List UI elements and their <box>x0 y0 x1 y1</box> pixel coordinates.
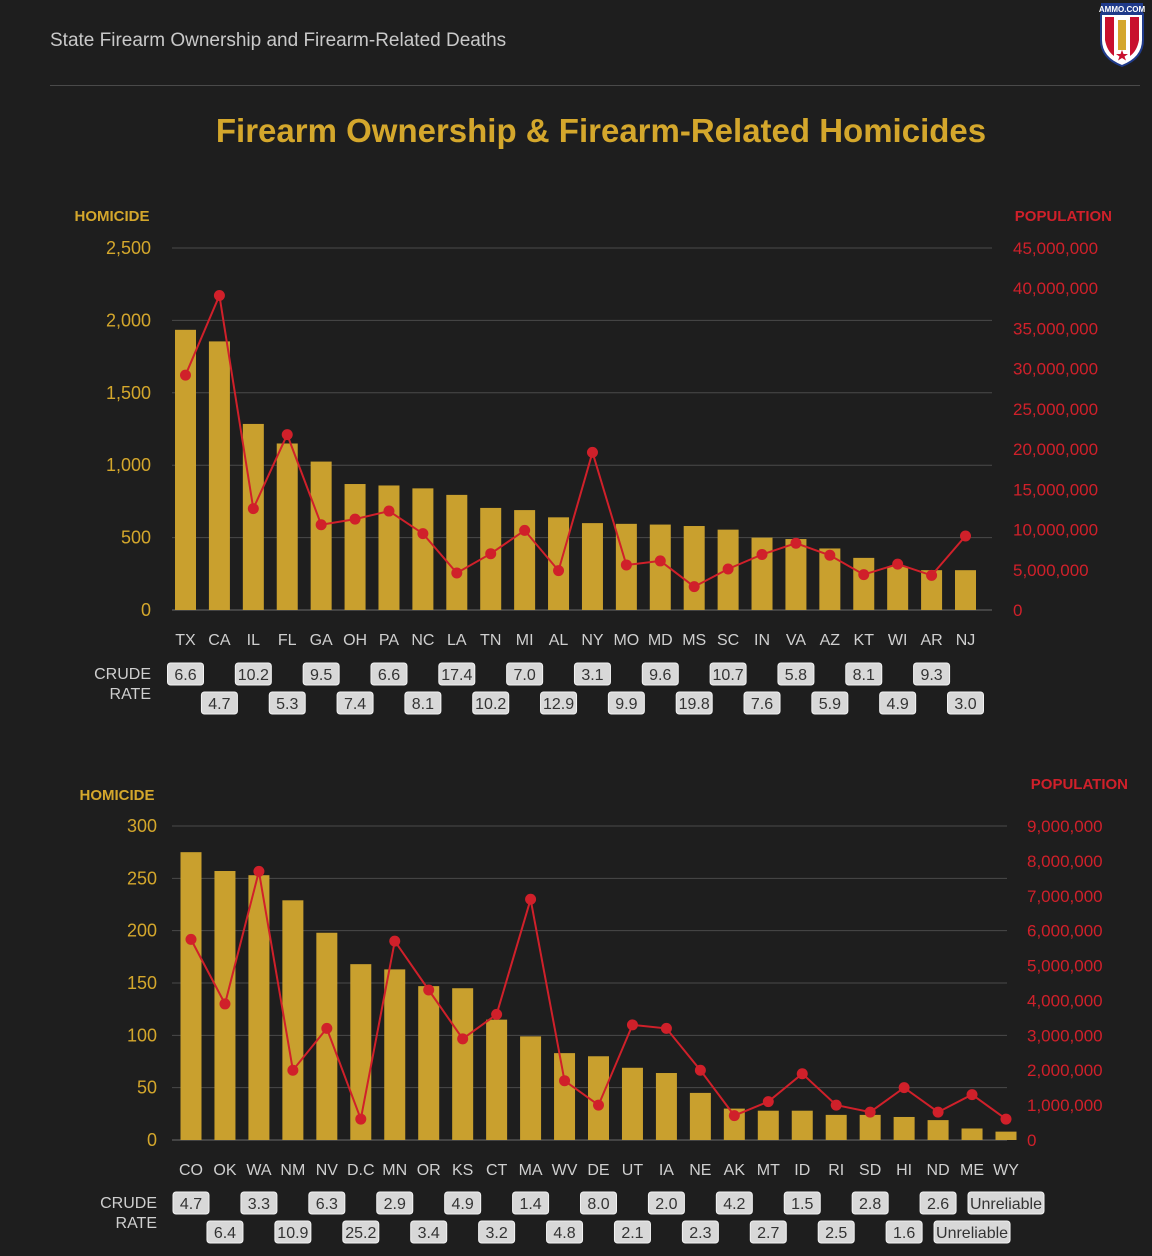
crude-rate-value: 8.1 <box>852 667 875 684</box>
bar-NM <box>282 900 303 1140</box>
category-label: MT <box>756 1162 780 1179</box>
bar-ID <box>792 1111 813 1140</box>
crude-rate-value: 8.0 <box>587 1196 610 1213</box>
category-label: FL <box>277 632 297 649</box>
crude-rate-label: CRUDE <box>94 666 151 683</box>
crude-rate-value: 5.3 <box>276 696 299 713</box>
category-label: MS <box>682 632 707 649</box>
category-label: MO <box>613 632 640 649</box>
category-label: MI <box>515 632 534 649</box>
crude-rate-value: 4.2 <box>723 1196 746 1213</box>
population-point-D.C <box>355 1114 366 1125</box>
crude-rate-value: 17.4 <box>441 667 473 684</box>
left-tick-label: 2,500 <box>105 238 151 258</box>
crude-rate-value: Unreliable <box>936 1225 1009 1242</box>
left-tick-label: 300 <box>126 816 157 836</box>
right-tick-label: 5,000,000 <box>1013 560 1089 580</box>
crude-rate-value: 1.6 <box>893 1225 916 1242</box>
bar-ND <box>928 1120 949 1140</box>
population-point-ME <box>967 1089 978 1100</box>
crude-rate-value: 12.9 <box>542 696 575 713</box>
category-label: D.C <box>347 1162 375 1179</box>
bar-MN <box>384 969 405 1140</box>
crude-rate-label: RATE <box>109 686 151 703</box>
crude-rate-value: 1.5 <box>791 1196 814 1213</box>
crude-rate-value: 9.5 <box>310 667 333 684</box>
category-label: MD <box>647 632 673 649</box>
right-tick-label: 25,000,000 <box>1013 399 1099 419</box>
category-label: ND <box>926 1162 950 1179</box>
left-tick-label: 0 <box>140 600 151 620</box>
category-label: OK <box>213 1162 237 1179</box>
crude-rate-value: 4.9 <box>886 696 909 713</box>
category-label: KT <box>853 632 874 649</box>
left-tick-label: 500 <box>120 527 151 548</box>
category-label: ME <box>960 1162 985 1179</box>
crude-rate-value: 2.7 <box>757 1225 780 1242</box>
category-label: NV <box>315 1162 338 1179</box>
category-label: NC <box>411 632 435 649</box>
category-label: AK <box>723 1162 746 1179</box>
crude-rate-value: 7.6 <box>750 696 774 713</box>
category-label: VA <box>785 632 807 649</box>
crude-rate-label: RATE <box>115 1215 157 1232</box>
right-tick-label: 7,000,000 <box>1027 886 1103 906</box>
crude-rate-value: 9.9 <box>615 696 638 713</box>
right-tick-label: 9,000,000 <box>1027 817 1103 836</box>
right-tick-label: 10,000,000 <box>1013 520 1099 540</box>
crude-rate-value: 19.8 <box>678 696 710 713</box>
population-point-AK <box>729 1110 740 1121</box>
crude-rate-value: 6.3 <box>315 1196 338 1213</box>
page-header-title: State Firearm Ownership and Firearm-Related Deaths <box>50 30 507 51</box>
category-label: ID <box>794 1162 811 1179</box>
main-title: Firearm Ownership & Firearm-Related Homicides <box>215 112 987 149</box>
population-point-MA <box>525 894 536 905</box>
bar-UT <box>622 1068 643 1140</box>
category-label: MA <box>518 1162 543 1179</box>
population-point-WV <box>559 1075 570 1086</box>
population-point-ID <box>797 1068 808 1079</box>
crude-rate-value: 2.1 <box>621 1225 644 1242</box>
logo-text: AMMO.COM <box>1098 5 1146 14</box>
population-point-OR <box>423 984 434 995</box>
right-axis-label: POPULATION <box>1014 208 1112 225</box>
left-tick-label: 250 <box>126 868 157 889</box>
bar-WV <box>554 1053 575 1140</box>
category-label: AZ <box>819 632 841 649</box>
category-label: OR <box>416 1162 441 1179</box>
crude-rate-value: 2.3 <box>689 1225 712 1242</box>
population-point-RI <box>831 1100 842 1111</box>
left-tick-label: 2,000 <box>105 310 151 331</box>
bar-KS <box>452 988 473 1140</box>
right-tick-label: 6,000,000 <box>1027 921 1103 941</box>
population-point-MN <box>389 936 400 947</box>
left-axis-label: HOMICIDE <box>74 208 150 225</box>
right-tick-label: 8,000,000 <box>1027 851 1103 871</box>
left-tick-label: 1,000 <box>105 455 151 476</box>
population-point-CO <box>186 934 197 945</box>
right-tick-label: 0 <box>1027 1131 1037 1150</box>
category-label: WV <box>551 1162 578 1179</box>
right-tick-label: 40,000,000 <box>1013 279 1099 299</box>
population-point-DE <box>593 1100 604 1111</box>
crude-rate-label: CRUDE <box>100 1195 157 1212</box>
crude-rate-value: 7.4 <box>343 696 367 713</box>
population-point-KS <box>457 1033 468 1044</box>
population-point-IA <box>661 1023 672 1034</box>
category-label: AR <box>920 632 943 649</box>
crude-rate-value: 6.6 <box>377 667 401 684</box>
right-tick-label: 45,000,000 <box>1013 239 1099 258</box>
crude-rate-value: 10.7 <box>712 667 744 684</box>
category-label: IA <box>658 1162 674 1179</box>
crude-rate-value: 25.2 <box>345 1225 377 1242</box>
population-point-HI <box>899 1082 910 1093</box>
category-label: NY <box>581 632 604 649</box>
crude-rate-value: 9.6 <box>649 667 672 684</box>
right-tick-label: 5,000,000 <box>1027 956 1103 976</box>
bar-CT <box>486 1020 507 1140</box>
category-label: RI <box>828 1162 845 1179</box>
crude-rate-value: 4.7 <box>179 1196 203 1213</box>
population-point-NE <box>695 1065 706 1076</box>
category-label: SC <box>716 632 740 649</box>
bar-NE <box>690 1093 711 1140</box>
population-point-MT <box>763 1096 774 1107</box>
crude-rate-value: 10.2 <box>475 696 507 713</box>
category-label: WA <box>246 1162 272 1179</box>
right-tick-label: 1,000,000 <box>1027 1096 1103 1116</box>
crude-rate-value: 6.4 <box>213 1225 237 1242</box>
crude-rate-value: 3.1 <box>581 667 604 684</box>
crude-rate-value: 4.8 <box>553 1225 576 1242</box>
bar-WY <box>996 1132 1017 1140</box>
population-point-UT <box>627 1019 638 1030</box>
crude-rate-value: 4.7 <box>208 696 231 713</box>
bar-DE <box>588 1056 609 1140</box>
crude-rate-value: 3.3 <box>247 1196 271 1213</box>
category-label: DE <box>587 1162 610 1179</box>
category-label: WY <box>993 1162 1019 1179</box>
right-tick-label: 35,000,000 <box>1013 319 1099 339</box>
category-label: AL <box>548 632 569 649</box>
right-tick-label: 20,000,000 <box>1013 440 1099 460</box>
population-point-WA <box>253 866 264 877</box>
category-label: CA <box>208 632 231 649</box>
bar-CO <box>181 852 202 1140</box>
right-tick-label: 2,000,000 <box>1027 1061 1103 1081</box>
category-label: HI <box>896 1162 913 1179</box>
left-tick-label: 0 <box>146 1130 157 1150</box>
category-label: PA <box>378 632 400 649</box>
population-point-WY <box>1001 1114 1012 1125</box>
category-label: CT <box>485 1162 508 1179</box>
crude-rate-value: 2.6 <box>926 1196 950 1213</box>
population-point-NV <box>321 1023 332 1034</box>
category-label: NM <box>280 1162 306 1179</box>
category-label: OH <box>343 632 368 649</box>
left-tick-label: 150 <box>126 973 157 993</box>
crude-rate-value: 3.0 <box>954 696 977 713</box>
category-label: CO <box>179 1162 203 1179</box>
category-label: LA <box>447 632 467 649</box>
crude-rate-value: 3.4 <box>417 1225 440 1242</box>
category-label: NE <box>689 1162 712 1179</box>
bar-MT <box>758 1111 779 1140</box>
crude-rate-value: 6.6 <box>174 667 197 684</box>
crude-rate-value: 5.8 <box>784 667 808 684</box>
right-tick-label: 0 <box>1013 601 1023 620</box>
category-label: IL <box>246 632 260 649</box>
crude-rate-value: 4.9 <box>451 1196 474 1213</box>
category-label: SD <box>859 1162 882 1179</box>
bar-HI <box>894 1117 915 1140</box>
bar-OR <box>418 986 439 1140</box>
crude-rate-value: 3.2 <box>485 1225 508 1242</box>
left-axis-label: HOMICIDE <box>79 787 155 804</box>
crude-rate-value: 5.9 <box>818 696 841 713</box>
left-tick-label: 50 <box>136 1077 157 1098</box>
crude-rate-value: 2.8 <box>859 1196 882 1213</box>
crude-rate-value: 2.5 <box>825 1225 848 1242</box>
right-tick-label: 3,000,000 <box>1027 1026 1103 1046</box>
category-label: KS <box>451 1162 474 1179</box>
population-point-OK <box>219 998 230 1009</box>
bar-ME <box>962 1128 983 1140</box>
crude-rate-value: 10.2 <box>237 667 269 684</box>
population-point-SD <box>865 1107 876 1118</box>
category-label: UT <box>621 1162 644 1179</box>
right-axis-label: POPULATION <box>1030 776 1128 793</box>
crude-rate-value: 10.9 <box>277 1225 309 1242</box>
category-label: IN <box>754 632 771 649</box>
population-point-NM <box>287 1065 298 1076</box>
category-label: TN <box>480 632 502 649</box>
left-tick-label: 200 <box>126 920 157 941</box>
crude-rate-value: 9.3 <box>920 667 943 684</box>
crude-rate-value: 7.0 <box>513 667 536 684</box>
bar-SD <box>860 1115 881 1140</box>
bar-MA <box>520 1036 541 1140</box>
crude-rate-value: 1.4 <box>519 1196 542 1213</box>
left-tick-label: 100 <box>126 1025 157 1046</box>
category-label: MN <box>382 1162 408 1179</box>
category-label: GA <box>309 632 333 649</box>
right-tick-label: 15,000,000 <box>1013 480 1099 500</box>
right-tick-label: 30,000,000 <box>1013 359 1099 379</box>
bar-RI <box>826 1115 847 1140</box>
crude-rate-value: 2.9 <box>383 1196 406 1213</box>
population-point-ND <box>933 1107 944 1118</box>
crude-rate-value: 2.0 <box>655 1196 678 1213</box>
crude-rate-value: Unreliable <box>969 1196 1043 1213</box>
bar-IA <box>656 1073 677 1140</box>
category-label: TX <box>175 632 196 649</box>
category-label: WI <box>887 632 908 649</box>
left-tick-label: 1,500 <box>105 382 151 403</box>
right-tick-label: 4,000,000 <box>1027 991 1103 1011</box>
category-label: NJ <box>955 632 976 649</box>
crude-rate-value: 8.1 <box>411 696 435 713</box>
population-point-CT <box>491 1009 502 1020</box>
